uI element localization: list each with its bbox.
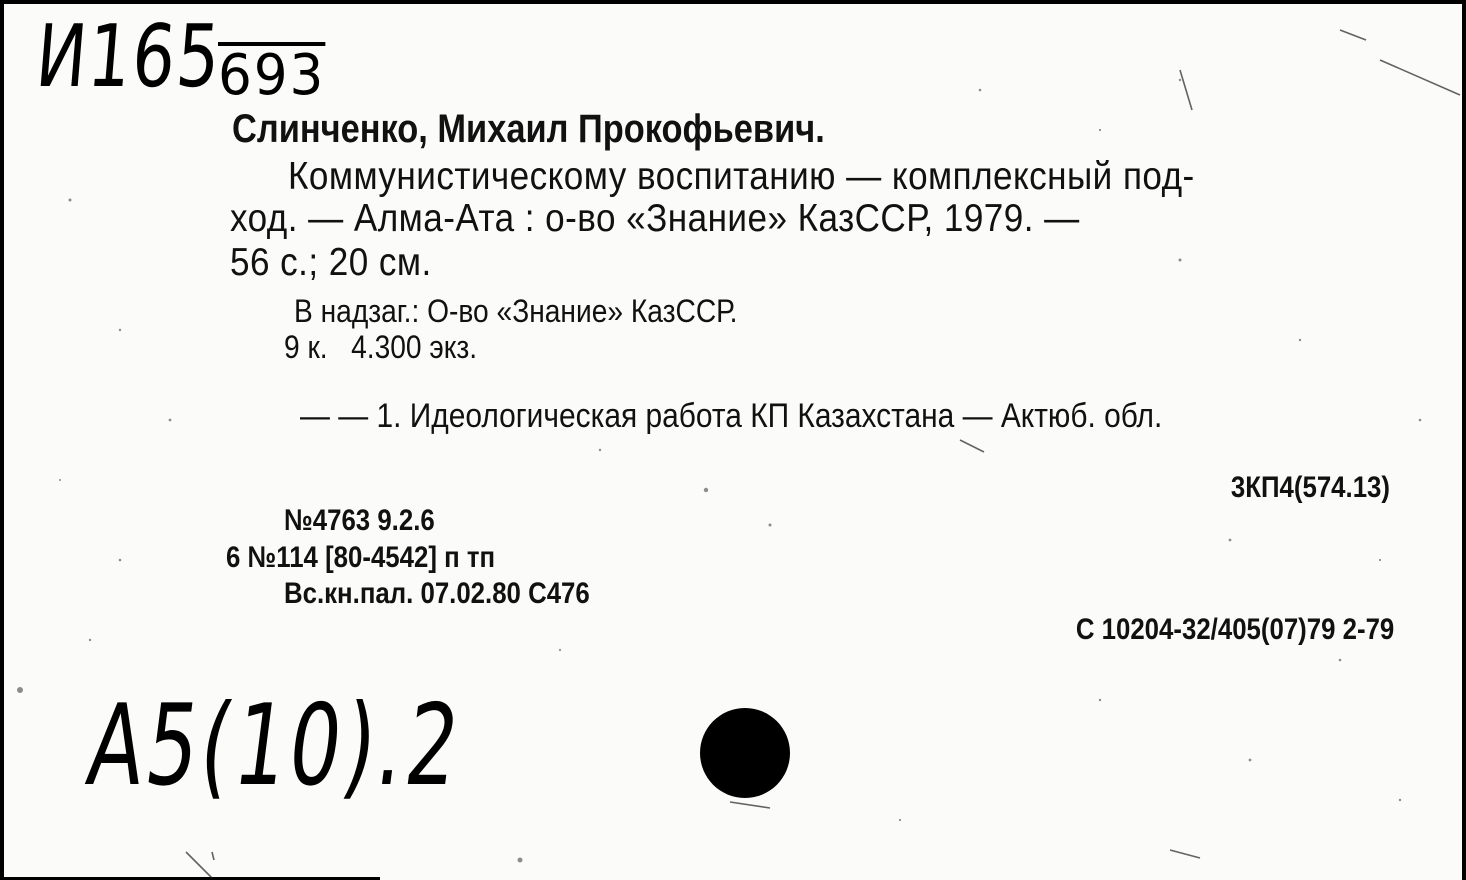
title-line-2: ход. — Алма-Ата : о-во «Знание» КазССР, 1979. — xyxy=(230,197,1080,240)
registration-line-2: 6 №114 [80-4542] п тп xyxy=(226,541,496,574)
series-note: В надзаг.: О-во «Знание» КазССР. xyxy=(294,293,738,329)
punch-hole xyxy=(700,708,790,798)
price-run-line: 9 к. 4.300 экз. xyxy=(284,329,478,365)
card-top-edge xyxy=(0,0,1466,4)
call-number: И165 xyxy=(32,7,226,107)
registration-line-3: Вс.кн.пал. 07.02.80 С476 xyxy=(284,577,590,610)
classification-index: 3КП4(574.13) xyxy=(1230,471,1390,504)
publisher-code: С 10204-32/405(07)79 2-79 xyxy=(1075,613,1394,646)
extent-line: 56 с.; 20 см. xyxy=(230,241,432,284)
call-number-sub: 693 xyxy=(218,43,326,108)
card-right-edge xyxy=(1462,0,1466,880)
card-left-edge xyxy=(0,0,4,880)
shelf-mark: А5(10).2 xyxy=(80,681,470,811)
author-heading: Слинченко, Михаил Прокофьевич. xyxy=(232,107,825,151)
title-line-1: Коммунистическому воспитанию — комплексный под- xyxy=(288,155,1195,198)
registration-line-1: №4763 9.2.6 xyxy=(284,504,435,537)
subject-heading: — — 1. Идеологическая работа КП Казахстана — Актюб. обл. xyxy=(300,397,1163,435)
